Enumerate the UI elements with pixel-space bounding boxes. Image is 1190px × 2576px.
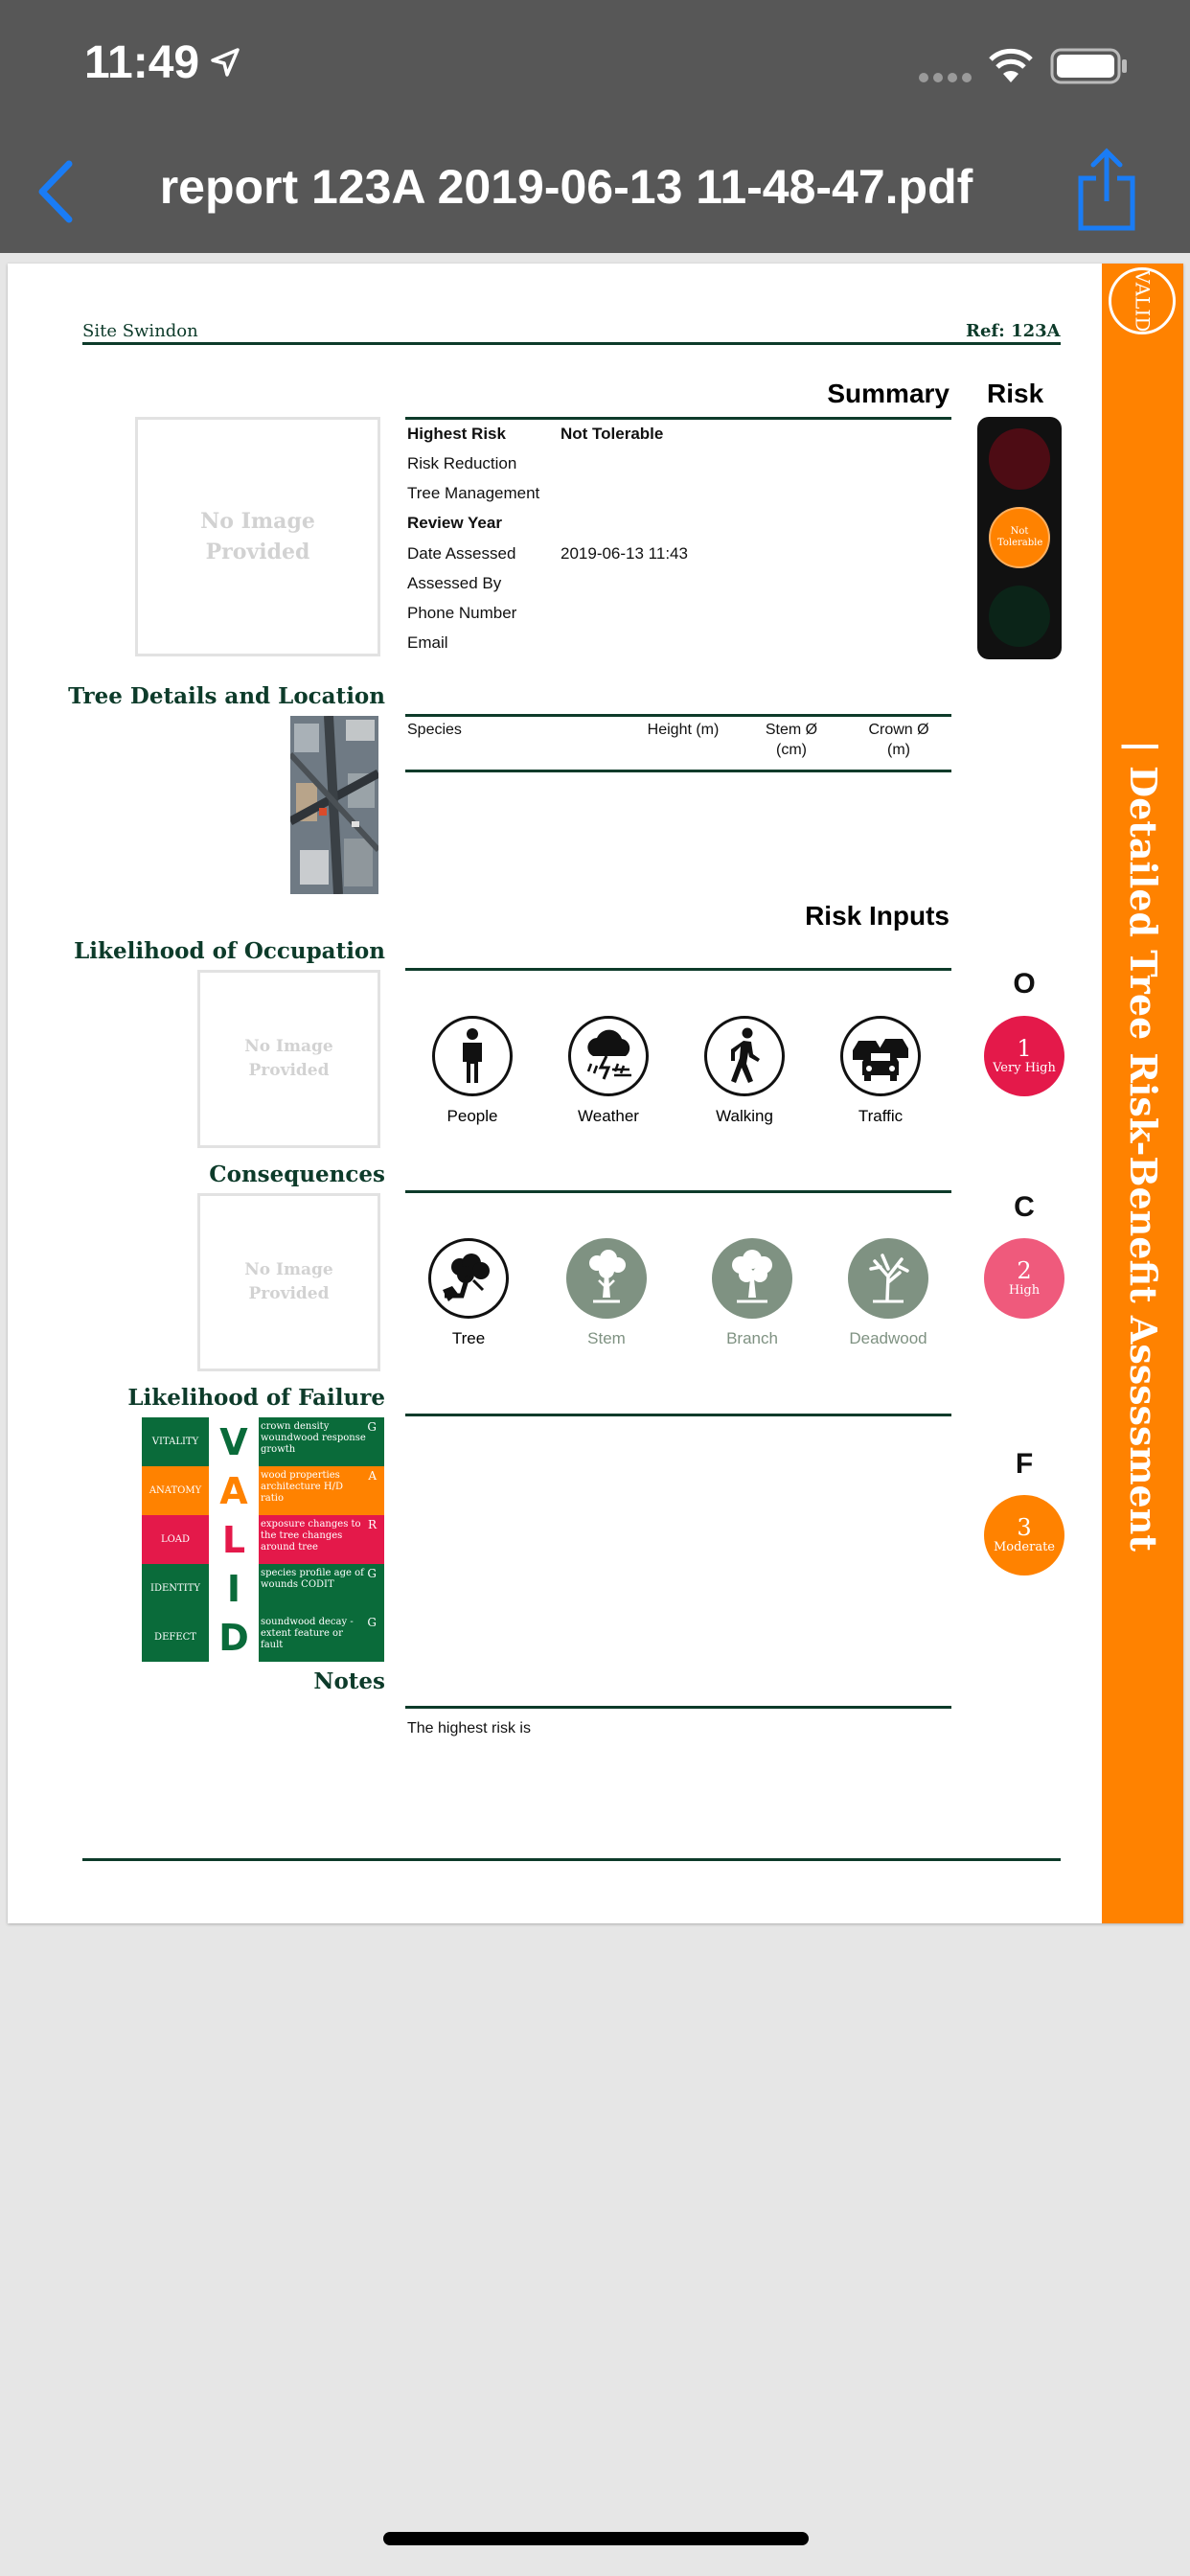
location-arrow-icon — [209, 46, 241, 79]
tree-photo-placeholder: No Image Provided — [135, 417, 380, 656]
failure-divider — [405, 1414, 951, 1416]
valid-row-vitality: VITALITY V crown density woundwood response growth G — [142, 1417, 384, 1466]
summary-label: Highest Risk — [407, 425, 506, 443]
deadwood-label: Deadwood — [849, 1329, 927, 1347]
summary-value: Not Tolerable — [561, 425, 664, 443]
summary-label: Date Assessed — [407, 544, 516, 563]
wifi-icon — [987, 46, 1035, 84]
risk-inputs-title: Risk Inputs — [805, 901, 950, 931]
notes-text: The highest risk is — [407, 1720, 531, 1736]
green-lamp — [989, 586, 1050, 647]
valid-row-defect: DEFECT D soundwood decay - extent feature or fault G — [142, 1613, 384, 1662]
failure-letter: F — [1015, 1448, 1034, 1480]
occupation-score-number: 1 — [1017, 1035, 1032, 1062]
occupation-photo-placeholder: No Image Provided — [197, 970, 380, 1148]
risk-traffic-light — [977, 417, 1062, 659]
branch-label: Branch — [726, 1329, 778, 1347]
tree-details-title: Tree Details and Location — [68, 683, 385, 709]
walking-label: Walking — [716, 1107, 773, 1125]
tree-label: Tree — [451, 1329, 486, 1347]
banner-title: | Detailed Tree Risk-Benefit Asssssment — [1121, 739, 1165, 1552]
risk-title: Risk — [987, 379, 1044, 408]
occupation-letter: O — [1013, 968, 1036, 1000]
summary-divider — [405, 417, 951, 420]
people-label: People — [446, 1107, 498, 1125]
consequences-score-badge — [984, 1238, 1064, 1319]
column-stem: Stem Ø (cm) — [765, 722, 818, 758]
traffic-button[interactable] — [840, 1016, 921, 1096]
failure-score-label: Moderate — [993, 1540, 1056, 1554]
side-banner — [1102, 264, 1183, 1923]
consequences-score-number: 2 — [1017, 1257, 1032, 1284]
reference: Ref: 123A — [966, 321, 1061, 341]
failure-score-number: 3 — [1017, 1514, 1032, 1541]
walking-button[interactable] — [704, 1016, 785, 1096]
column-crown: Crown Ø (m) — [868, 722, 929, 758]
notes-divider — [405, 1706, 951, 1709]
failure-title: Likelihood of Failure — [127, 1385, 385, 1411]
status-bar — [0, 0, 1190, 125]
red-lamp — [989, 428, 1050, 490]
valid-assessment-table — [142, 1417, 384, 1663]
summary-label: Tree Management — [407, 484, 540, 502]
summary-label: Email — [407, 633, 448, 652]
occupation-title: Likelihood of Occupation — [74, 938, 385, 964]
battery-icon — [1050, 48, 1129, 84]
valid-row-anatomy: ANATOMY A wood properties architecture H/D ratio A — [142, 1466, 384, 1515]
navigation-bar — [0, 125, 1190, 253]
amber-lamp: Not Tolerable — [989, 507, 1050, 568]
column-species: Species — [407, 722, 462, 738]
failure-score-badge — [984, 1495, 1064, 1576]
stem-tree-icon — [580, 1250, 633, 1307]
consequences-title: Consequences — [209, 1162, 385, 1187]
summary-title: Summary — [827, 379, 950, 408]
summary-label: Phone Number — [407, 604, 517, 622]
pdf-page[interactable] — [8, 264, 1183, 1923]
summary-value: 2019-06-13 11:43 — [561, 544, 688, 563]
walking-person-icon — [721, 1027, 768, 1085]
column-height: Height (m) — [647, 722, 720, 738]
summary-label: Assessed By — [407, 574, 502, 592]
aerial-photo — [290, 716, 378, 894]
people-button[interactable] — [432, 1016, 513, 1096]
weather-button[interactable] — [568, 1016, 649, 1096]
tree-details-bottom-divider — [405, 770, 951, 772]
home-indicator[interactable] — [383, 2532, 809, 2545]
fallen-tree-icon — [439, 1252, 498, 1305]
valid-row-load: LOAD L exposure changes to the tree changes around tree R — [142, 1515, 384, 1564]
branch-tree-icon — [725, 1250, 779, 1307]
location-map-thumbnail — [290, 716, 378, 894]
status-time: 11:49 — [84, 37, 200, 88]
stem-button[interactable] — [566, 1238, 647, 1319]
share-button[interactable] — [1073, 146, 1140, 232]
person-icon — [448, 1027, 496, 1085]
tree-button[interactable] — [428, 1238, 509, 1319]
consequences-divider — [405, 1190, 951, 1193]
footer-divider — [82, 1858, 1061, 1861]
share-icon — [1073, 146, 1140, 232]
summary-label: Review Year — [407, 514, 502, 532]
branch-button[interactable] — [712, 1238, 792, 1319]
valid-logo-badge: VALID — [1109, 267, 1176, 334]
occupation-score-label: Very High — [993, 1061, 1056, 1075]
stem-label: Stem — [587, 1329, 626, 1347]
cellular-signal-icon — [918, 71, 975, 84]
summary-label: Risk Reduction — [407, 454, 517, 472]
header-divider — [82, 342, 1061, 345]
notes-title: Notes — [313, 1668, 385, 1694]
consequences-photo-placeholder: No Image Provided — [197, 1193, 380, 1371]
weather-label: Weather — [578, 1107, 639, 1125]
traffic-cars-icon — [849, 1029, 912, 1083]
traffic-label: Traffic — [858, 1107, 904, 1125]
deadwood-button[interactable] — [848, 1238, 928, 1319]
document-title: report 123A 2019-06-13 11-48-47.pdf — [159, 160, 973, 214]
site-name: Site Swindon — [82, 321, 198, 341]
tree-details-divider — [405, 714, 951, 717]
consequences-letter: C — [1014, 1191, 1035, 1223]
occupation-divider — [405, 968, 951, 971]
deadwood-tree-icon — [861, 1250, 915, 1307]
valid-row-identity: IDENTITY I species profile age of wounds CODIT G — [142, 1564, 384, 1613]
consequences-score-label: High — [1008, 1283, 1041, 1298]
back-button[interactable] — [27, 153, 84, 230]
chevron-left-icon — [36, 160, 75, 223]
weather-storm-icon — [580, 1027, 637, 1085]
occupation-score-badge — [984, 1016, 1064, 1096]
